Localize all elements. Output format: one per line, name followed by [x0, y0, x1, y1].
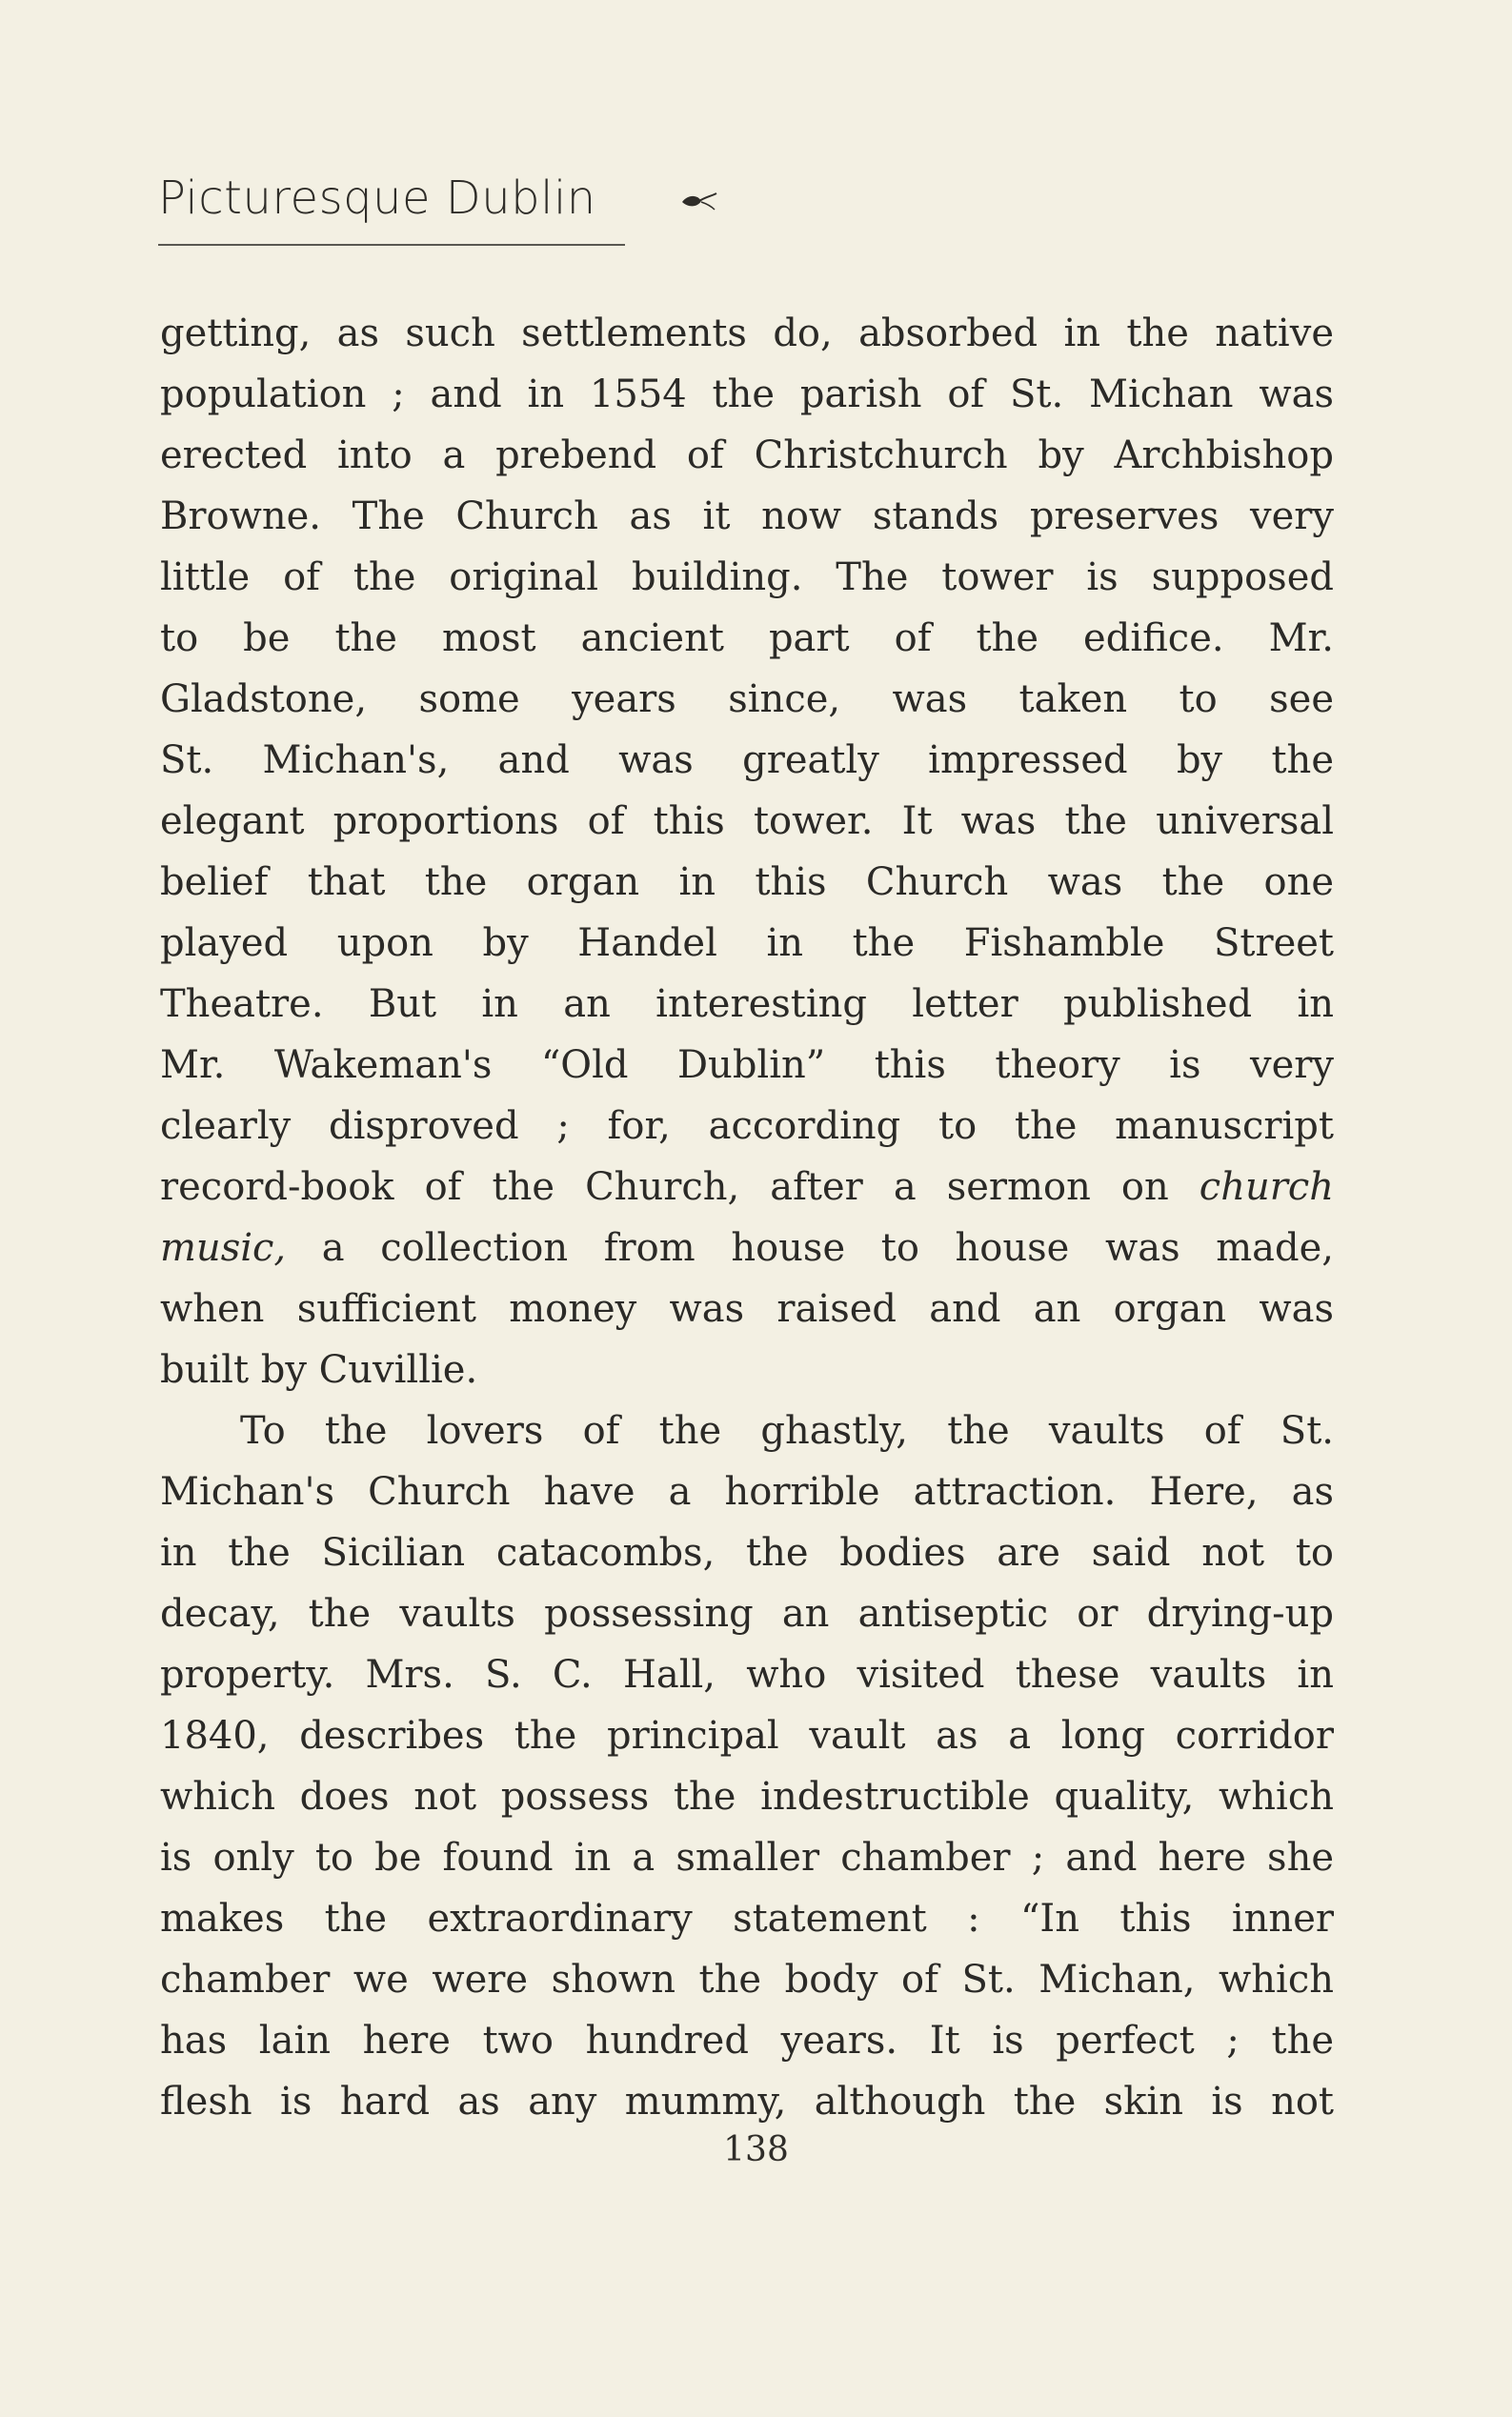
- text-line: Gladstone, some years since, was taken to see: [160, 677, 1334, 721]
- text-line: decay, the vaults possessing an antiseptic or drying-up: [160, 1592, 1334, 1636]
- text-line: [160, 1218, 1334, 1279]
- text-line: [160, 1157, 1334, 1218]
- text-line: elegant proportions of this tower. It was the universal: [160, 799, 1334, 843]
- text-line: which does not possess the indestructible quality, which: [160, 1775, 1334, 1819]
- text-line: flesh is hard as any mummy, although the skin is not: [160, 2080, 1334, 2124]
- text-line: chamber we were shown the body of St. Michan, which: [160, 1958, 1334, 2002]
- header-rule: [158, 244, 625, 246]
- text-line: St. Michan's, and was greatly impressed by the: [160, 738, 1334, 782]
- text-line: when sufficient money was raised and an organ was: [160, 1287, 1334, 1331]
- running-title: Picturesque Dublin: [158, 171, 596, 225]
- text-line: getting, as such settlements do, absorbed in the native: [160, 312, 1334, 355]
- page-number: 138: [723, 2130, 789, 2169]
- text-line: Mr. Wakeman's “Old Dublin” this theory is very: [160, 1043, 1334, 1087]
- text-line: in the Sicilian catacombs, the bodies are said not to: [160, 1531, 1334, 1575]
- running-header: [158, 170, 920, 246]
- text-line: erected into a prebend of Christchurch by Archbishop: [160, 433, 1334, 477]
- paragraph-end-line: built by Cuvillie.: [160, 1348, 478, 1392]
- italic-phrase: music,: [160, 1226, 287, 1270]
- text-line: little of the original building. The tower is supposed: [160, 555, 1334, 599]
- text-line: population ; and in 1554 the parish of St. Michan was: [160, 373, 1334, 416]
- text-line: Browne. The Church as it now stands preserves very: [160, 494, 1334, 538]
- body-text: [160, 303, 1334, 2132]
- text-line: property. Mrs. S. C. Hall, who visited these vaults in: [160, 1653, 1334, 1697]
- leaf-ornament-icon: [680, 191, 718, 211]
- text-span: a collection from house to house was made,: [321, 1226, 1334, 1270]
- text-line: makes the extraordinary statement : “In this inner: [160, 1897, 1334, 1941]
- text-span: record-book of the Church, after a sermon on: [160, 1165, 1169, 1209]
- text-line: played upon by Handel in the Fishamble Street: [160, 921, 1334, 965]
- text-line: clearly disproved ; for, according to the manuscript: [160, 1104, 1334, 1148]
- text-line: is only to be found in a smaller chamber ; and here she: [160, 1836, 1334, 1880]
- text-line: to be the most ancient part of the edifice. Mr.: [160, 616, 1334, 660]
- italic-phrase: church: [1199, 1165, 1335, 1209]
- text-line: 1840, describes the principal vault as a long corridor: [160, 1714, 1334, 1758]
- text-line: Theatre. But in an interesting letter published in: [160, 982, 1334, 1026]
- text-line: Michan's Church have a horrible attraction. Here, as: [160, 1470, 1334, 1514]
- text-line: belief that the organ in this Church was the one: [160, 860, 1334, 904]
- paragraph-start-line: To the lovers of the ghastly, the vaults of St.: [240, 1409, 1334, 1453]
- text-line: has lain here two hundred years. It is perfect ; the: [160, 2019, 1334, 2063]
